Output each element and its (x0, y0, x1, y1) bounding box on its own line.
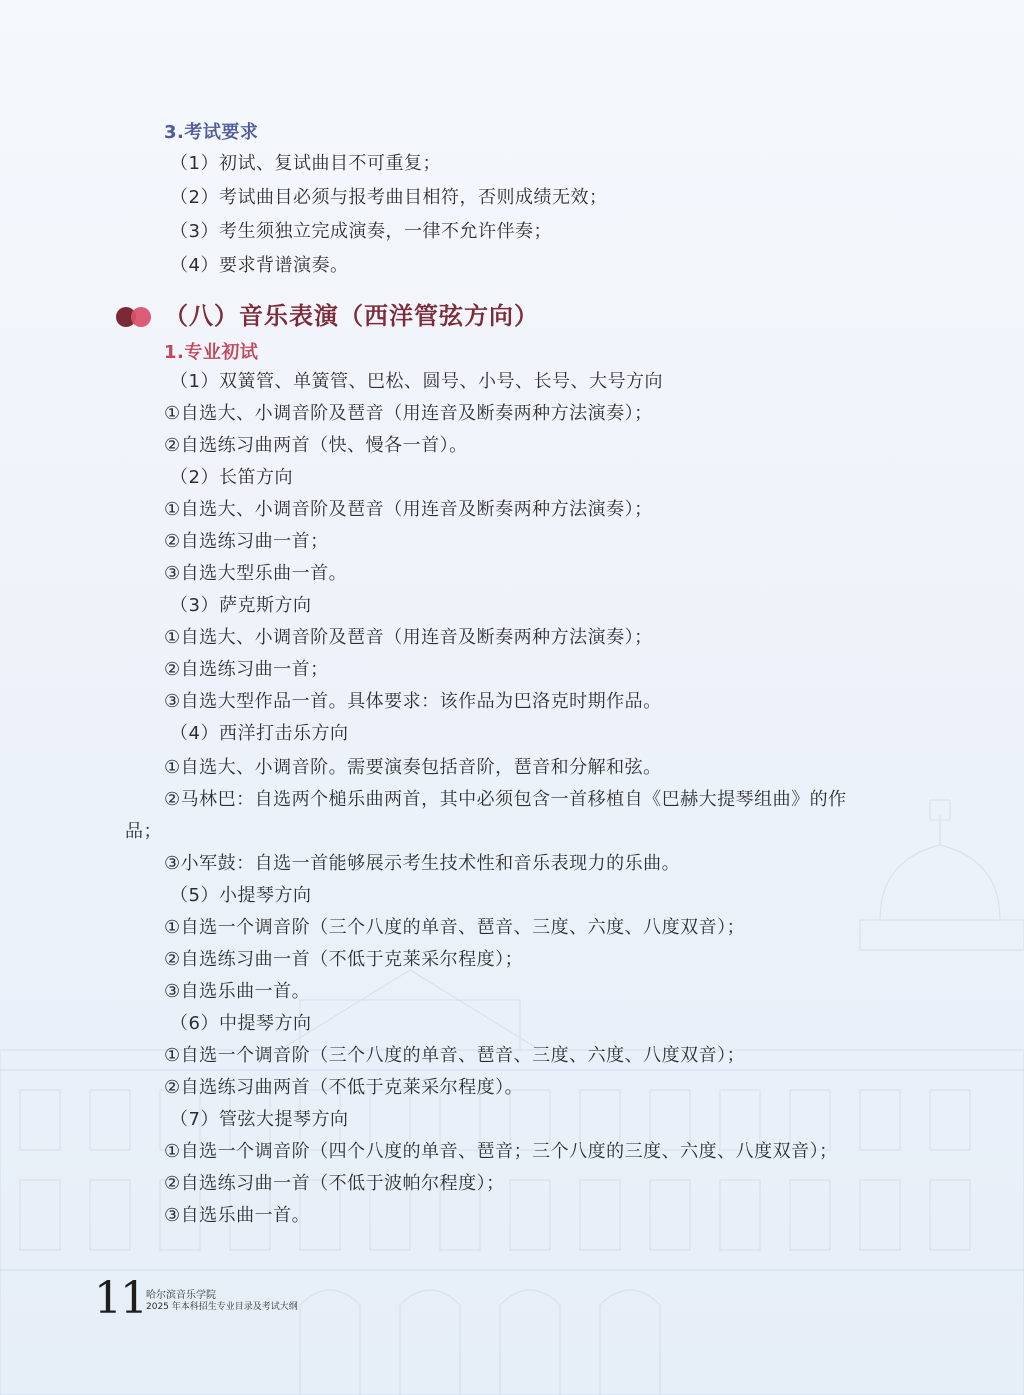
direction-line: （2）长笛方向 (170, 467, 293, 488)
requirement-item: （2）考试曲目必须与报考曲目相符，否则成绩无效； (170, 187, 608, 208)
requirement-item: （1）初试、复试曲目不可重复； (170, 153, 441, 174)
exam-item-line: ①自选一个调音阶（三个八度的单音、琶音、三度、六度、八度双音）； (164, 917, 746, 938)
exam-item-line: ①自选一个调音阶（三个八度的单音、琶音、三度、六度、八度双音）； (164, 1045, 746, 1066)
exam-item-line-continuation: 品； (125, 821, 162, 842)
exam-item-line: ①自选大、小调音阶及琶音（用连音及断奏两种方法演奏）； (164, 403, 653, 424)
footer-document-title: 2025 年本科招生专业目录及考试大纲 (146, 1302, 298, 1312)
page-number: 11 (94, 1273, 146, 1324)
preliminary-exam-heading: 1.专业初试 (164, 342, 259, 363)
exam-item-line: ③自选大型乐曲一首。 (164, 563, 348, 584)
direction-line: （6）中提琴方向 (170, 1013, 312, 1034)
exam-item-line: ①自选大、小调音阶及琶音（用连音及断奏两种方法演奏）； (164, 627, 653, 648)
exam-item-line: ①自选大、小调音阶及琶音（用连音及断奏两种方法演奏）； (164, 499, 653, 520)
exam-item-line: ②自选练习曲两首（不低于克莱采尔程度）。 (164, 1077, 524, 1098)
direction-line: （3）萨克斯方向 (170, 595, 312, 616)
exam-item-line: ②马林巴：自选两个槌乐曲两首，其中必须包含一首移植自《巴赫大提琴组曲》的作 (164, 789, 847, 810)
exam-item-line: ①自选一个调音阶（四个八度的单音、琶音；三个八度的三度、六度、八度双音）； (164, 1141, 838, 1162)
requirement-item: （4）要求背谱演奏。 (170, 255, 349, 276)
exam-requirements-heading: 3.考试要求 (164, 122, 259, 143)
requirement-item: （3）考生须独立完成演奏，一律不允许伴奏； (170, 221, 552, 242)
exam-item-line: ②自选练习曲一首； (164, 531, 329, 552)
exam-item-line: ②自选练习曲两首（快、慢各一首）。 (164, 435, 468, 456)
direction-line: （1）双簧管、单簧管、巴松、圆号、小号、长号、大号方向 (170, 371, 663, 392)
exam-item-line: ②自选练习曲一首； (164, 659, 329, 680)
exam-item-line: ②自选练习曲一首（不低于克莱采尔程度）； (164, 949, 524, 970)
exam-item-line: ③自选乐曲一首。 (164, 981, 311, 1002)
footer-school-name: 哈尔滨音乐学院 (146, 1290, 216, 1301)
direction-line: （5）小提琴方向 (170, 885, 312, 906)
exam-item-line: ③小军鼓：自选一首能够展示考生技术性和音乐表现力的乐曲。 (164, 853, 681, 874)
exam-item-line: ③自选大型作品一首。具体要求：该作品为巴洛克时期作品。 (164, 691, 662, 712)
direction-line: （4）西洋打击乐方向 (170, 723, 349, 744)
exam-item-line: ③自选乐曲一首。 (164, 1205, 311, 1226)
section-bullet-icon (115, 306, 155, 328)
section-title: （八）音乐表演（西洋管弦方向） (164, 302, 539, 330)
exam-item-line: ②自选练习曲一首（不低于波帕尔程度）； (164, 1173, 505, 1194)
direction-line: （7）管弦大提琴方向 (170, 1109, 349, 1130)
exam-item-line: ①自选大、小调音阶。需要演奏包括音阶，琶音和分解和弦。 (164, 757, 662, 778)
